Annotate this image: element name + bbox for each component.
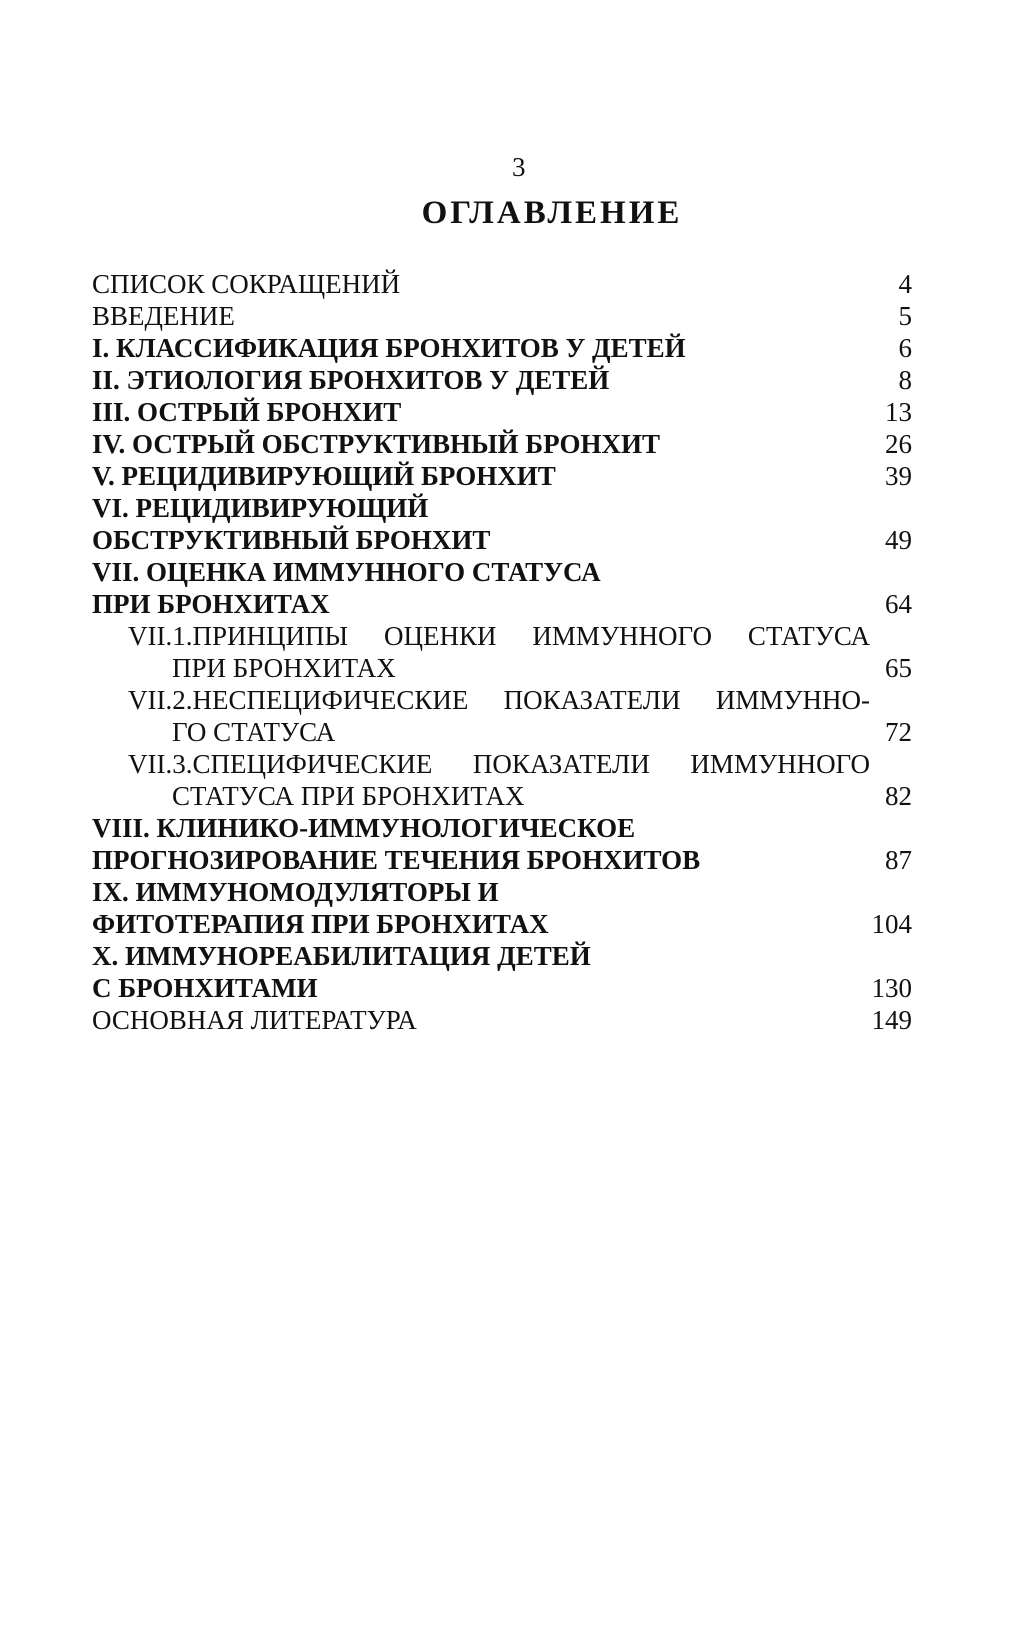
toc-entry [92,972,912,1004]
toc-entry-page: 72 [885,717,912,747]
toc-entry-title: III. ОСТРЫЙ БРОНХИТ [92,397,402,427]
toc-entry-title: СТАТУСА ПРИ БРОНХИТАХ [172,781,525,811]
toc-entry [92,332,912,364]
toc-entry [92,812,912,844]
toc-entry-page: 49 [885,525,912,555]
toc-entry-page: 5 [898,301,912,331]
toc-entry-page: 13 [885,397,912,427]
toc-entry-page: 39 [885,461,912,491]
toc-subentry [92,684,912,716]
toc-entry [92,300,912,332]
toc-subentry [92,780,912,812]
toc-entry-page: 4 [898,269,912,299]
toc-entry [92,1004,912,1036]
toc-entry-title: IV. ОСТРЫЙ ОБСТРУКТИВНЫЙ БРОНХИТ [92,429,660,459]
toc-entry-title: ФИТОТЕРАПИЯ ПРИ БРОНХИТАХ [92,909,549,939]
toc-entry [92,268,912,300]
toc-entry-title: I. КЛАССИФИКАЦИЯ БРОНХИТОВ У ДЕТЕЙ [92,333,686,363]
toc-entry-page: 64 [885,589,912,619]
toc-entry-page: 104 [871,909,912,939]
table-of-contents [92,268,912,1036]
toc-entry-title: VI. РЕЦИДИВИРУЮЩИЙ [92,493,429,523]
toc-entry-title: ОБСТРУКТИВНЫЙ БРОНХИТ [92,525,491,555]
toc-entry-title: С БРОНХИТАМИ [92,973,318,1003]
toc-subentry [92,716,912,748]
toc-entry-page: 6 [898,333,912,363]
toc-entry [92,556,912,588]
toc-entry-title: IX. ИММУНОМОДУЛЯТОРЫ И [92,877,499,907]
toc-entry-title: ОСНОВНАЯ ЛИТЕРАТУРА [92,1005,417,1035]
toc-entry-title: VII. ОЦЕНКА ИММУННОГО СТАТУСА [92,557,601,587]
toc-entry-title: ПРИ БРОНХИТАХ [92,589,330,619]
toc-entry [92,908,912,940]
toc-entry-title: II. ЭТИОЛОГИЯ БРОНХИТОВ У ДЕТЕЙ [92,365,610,395]
toc-entry-page: 65 [885,653,912,683]
toc-entry-title: ГО СТАТУСА [172,717,336,747]
toc-entry-title: ПРОГНОЗИРОВАНИЕ ТЕЧЕНИЯ БРОНХИТОВ [92,845,701,875]
toc-entry-title: V. РЕЦИДИВИРУЮЩИЙ БРОНХИТ [92,461,556,491]
toc-entry-page: 8 [898,365,912,395]
toc-subentry [92,748,912,780]
toc-entry [92,364,912,396]
toc-entry-page: 149 [871,1005,912,1035]
toc-subentry [92,652,912,684]
toc-entry-title: VII.1.ПРИНЦИПЫ ОЦЕНКИ ИММУННОГО СТАТУСА [128,621,870,651]
toc-entry [92,588,912,620]
page-title: ОГЛАВЛЕНИЕ [421,195,683,231]
toc-entry [92,940,912,972]
toc-entry [92,844,912,876]
toc-entry-title: VII.2.НЕСПЕЦИФИЧЕСКИЕ ПОКАЗАТЕЛИ ИММУННО- [128,685,870,715]
toc-entry-page: 26 [885,429,912,459]
toc-entry-title: ПРИ БРОНХИТАХ [172,653,396,683]
toc-entry-page: 82 [885,781,912,811]
toc-entry-title: ВВЕДЕНИЕ [92,301,235,331]
toc-entry-title: VII.3.СПЕЦИФИЧЕСКИЕ ПОКАЗАТЕЛИ ИММУННОГО [128,749,870,779]
toc-entry [92,428,912,460]
toc-entry-title: VIII. КЛИНИКО-ИММУНОЛОГИЧЕСКОЕ [92,813,636,843]
toc-entry-page: 130 [871,973,912,1003]
toc-entry [92,396,912,428]
toc-entry [92,524,912,556]
toc-entry [92,492,912,524]
toc-entry-title: СПИСОК СОКРАЩЕНИЙ [92,269,401,299]
toc-entry-title: X. ИММУНОРЕАБИЛИТАЦИЯ ДЕТЕЙ [92,941,591,971]
toc-entry-page: 87 [885,845,912,875]
toc-subentry [92,620,912,652]
toc-entry [92,876,912,908]
toc-entry [92,460,912,492]
page-number: 3 [512,152,526,182]
